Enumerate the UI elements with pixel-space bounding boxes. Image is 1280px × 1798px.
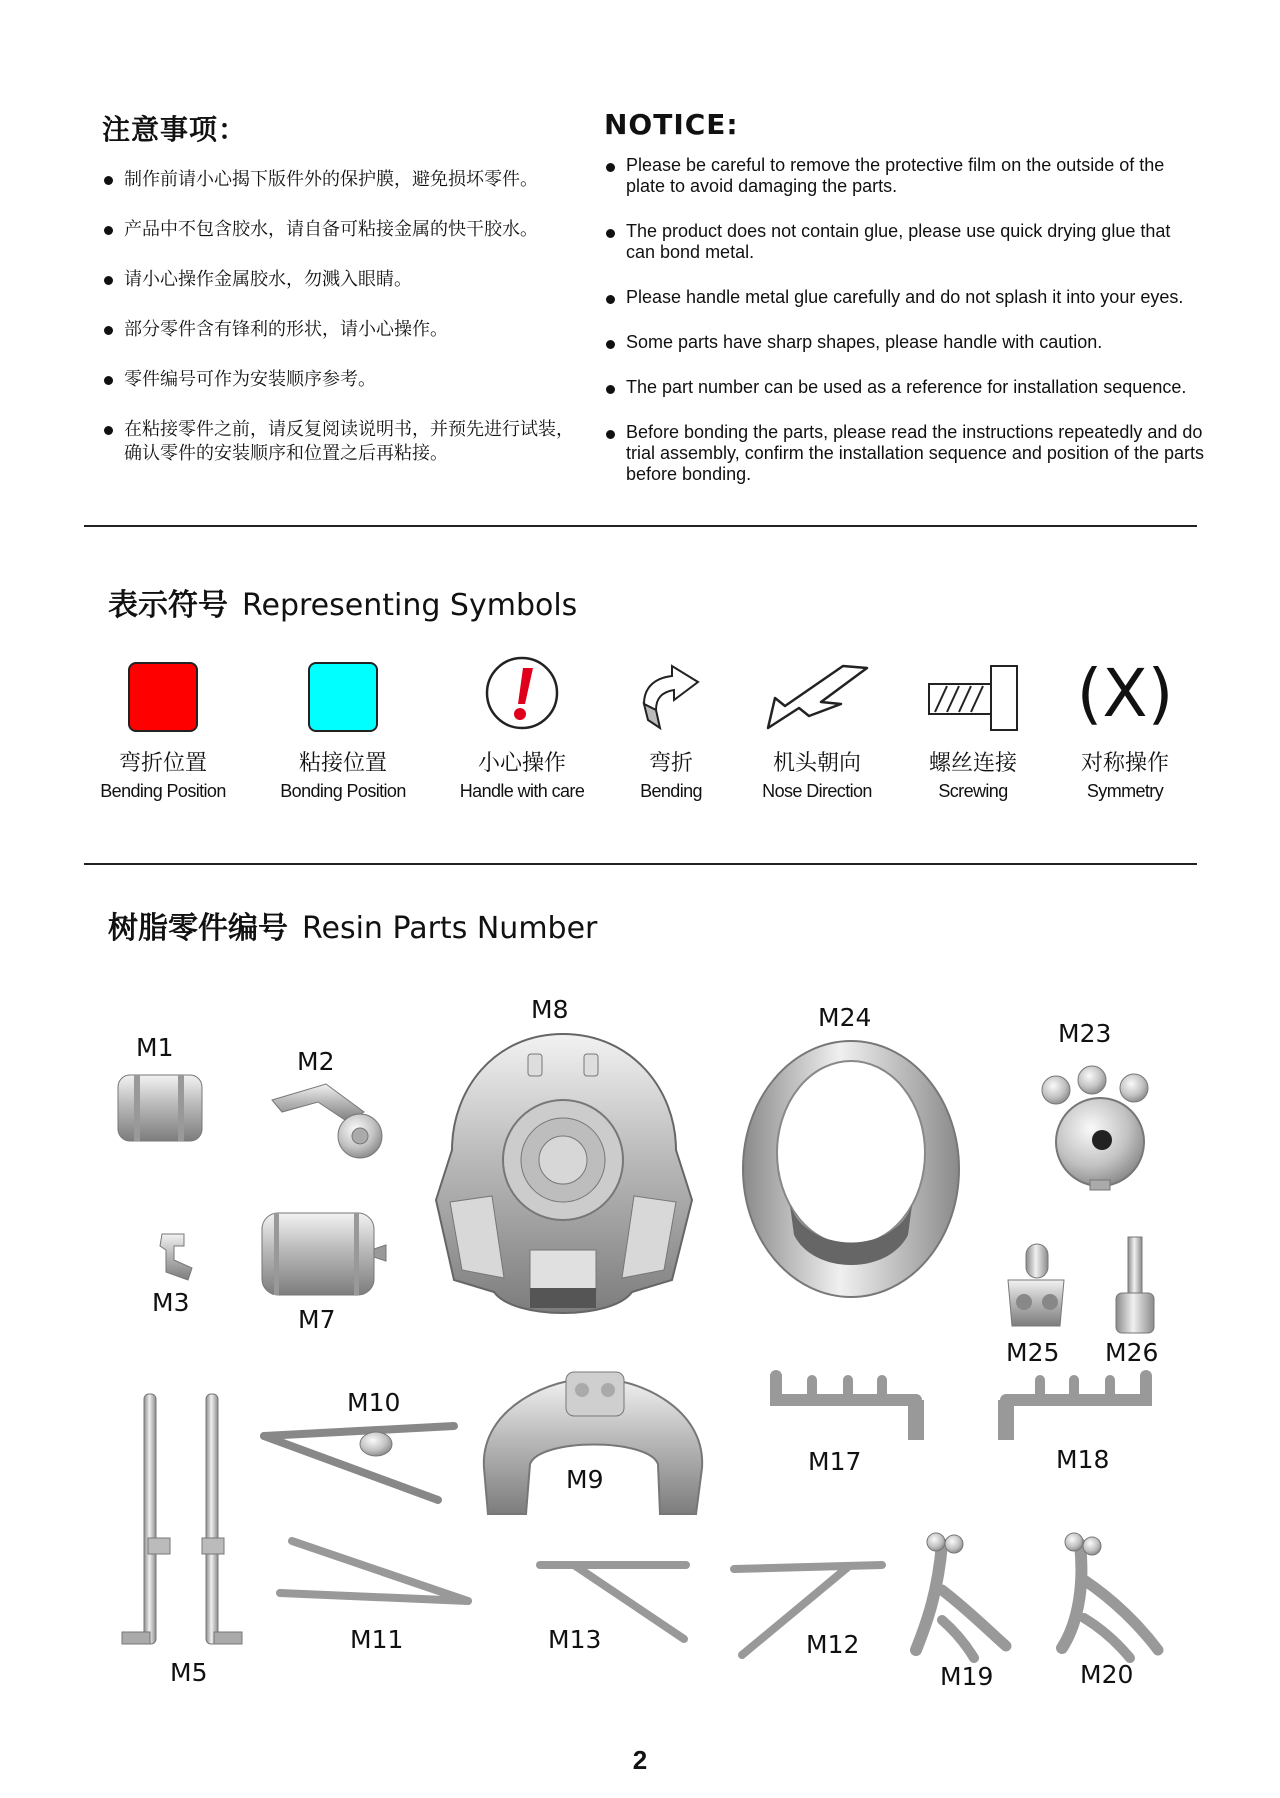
divider bbox=[84, 863, 1197, 865]
symbols-heading bbox=[108, 580, 577, 624]
symbol-label-cn: 机头朝向 bbox=[772, 751, 861, 776]
part-label-m8: M8 bbox=[531, 995, 569, 1024]
part-m11-image bbox=[272, 1535, 482, 1615]
symbol-label-en: Handle with care bbox=[459, 781, 585, 801]
parts-heading-cn: 树脂零件编号 bbox=[108, 911, 288, 946]
symbol-screwing bbox=[898, 656, 1048, 802]
part-m26-image bbox=[1112, 1233, 1158, 1341]
part-label-m26: M26 bbox=[1105, 1338, 1159, 1367]
notice-item-cn: 部分零件含有锋利的形状，请小心操作。 bbox=[102, 318, 582, 342]
part-m13-image bbox=[534, 1555, 694, 1645]
notice-item-en: Please be careful to remove the protective film on the outside of the plate to avoid damaging the parts. bbox=[604, 155, 1201, 197]
part-label-m10: M10 bbox=[347, 1388, 401, 1417]
notice-item-en: The product does not contain glue, please use quick drying glue that can bond metal. bbox=[604, 221, 1201, 263]
symbol-label-en: Nose Direction bbox=[762, 781, 872, 801]
part-label-m17: M17 bbox=[808, 1447, 862, 1476]
part-label-m25: M25 bbox=[1006, 1338, 1060, 1367]
symbol-label-cn: 小心操作 bbox=[477, 751, 566, 776]
symbol-bending bbox=[596, 656, 746, 802]
symbol-label-cn: 弯折位置 bbox=[118, 751, 207, 776]
exclamation-icon bbox=[483, 654, 561, 732]
nose-direction-arrow-icon bbox=[765, 658, 869, 732]
symbol-label-en: Bonding Position bbox=[280, 781, 406, 801]
parts-heading-en: Resin Parts Number bbox=[302, 911, 598, 946]
notice-item-cn: 制作前请小心揭下版件外的保护膜，避免损坏零件。 bbox=[102, 168, 582, 192]
part-m20-image bbox=[1050, 1530, 1168, 1665]
symbol-label-cn: 弯折 bbox=[648, 751, 693, 776]
symbols-heading-cn: 表示符号 bbox=[108, 588, 228, 623]
symbol-label-en: Bending Position bbox=[100, 781, 226, 801]
divider bbox=[84, 525, 1197, 527]
part-m9-image bbox=[470, 1368, 716, 1518]
part-label-m23: M23 bbox=[1058, 1019, 1112, 1048]
notice-title-cn: 注意事项： bbox=[102, 113, 248, 146]
notice-item-cn: 零件编号可作为安装顺序参考。 bbox=[102, 368, 582, 392]
bend-arrow-icon bbox=[634, 658, 708, 732]
part-label-m2: M2 bbox=[297, 1047, 335, 1076]
notice-item-en: Some parts have sharp shapes, please handle with caution. bbox=[604, 332, 1204, 353]
part-m10-image bbox=[258, 1410, 458, 1510]
parts-heading bbox=[108, 903, 597, 947]
part-label-m20: M20 bbox=[1080, 1660, 1134, 1689]
part-label-m9: M9 bbox=[566, 1465, 604, 1494]
part-m19-image bbox=[908, 1530, 1018, 1665]
symbol-bending-position bbox=[88, 656, 238, 802]
part-label-m7: M7 bbox=[298, 1305, 336, 1334]
symbol-label-cn: 螺丝连接 bbox=[928, 751, 1017, 776]
notice-item-en: Please handle metal glue carefully and do not splash it into your eyes. bbox=[604, 287, 1204, 308]
notice-item-en: Before bonding the parts, please read the instructions repeatedly and do trial assembly, confirm the installation sequence and position of the parts before bonding. bbox=[604, 422, 1216, 485]
part-label-m18: M18 bbox=[1056, 1445, 1110, 1474]
symbol-label-cn: 粘接位置 bbox=[298, 751, 387, 776]
symbol-label-cn: 对称操作 bbox=[1080, 751, 1169, 776]
symbol-label-en: Symmetry bbox=[1086, 781, 1164, 801]
notice-title-en: NOTICE: bbox=[604, 108, 739, 141]
notice-item-cn: 产品中不包含胶水，请自备可粘接金属的快干胶水。 bbox=[102, 218, 582, 242]
cyan-square-icon bbox=[308, 662, 378, 732]
notice-item-cn: 在粘接零件之前，请反复阅读说明书，并预先进行试装，确认零件的安装顺序和位置之后再粘接。 bbox=[102, 418, 579, 466]
notice-list-en bbox=[604, 155, 1204, 485]
part-m7-image bbox=[258, 1205, 388, 1300]
part-label-m3: M3 bbox=[152, 1288, 190, 1317]
symbol-label-en: Bending bbox=[640, 781, 702, 801]
part-label-m13: M13 bbox=[548, 1625, 602, 1654]
part-m1-image bbox=[112, 1065, 208, 1149]
part-m2-image bbox=[268, 1078, 386, 1166]
part-m25-image bbox=[1002, 1240, 1070, 1338]
symmetry-icon: (X) bbox=[1076, 655, 1174, 732]
part-m8-image bbox=[432, 1030, 694, 1330]
notice-item-en: The part number can be used as a reference for installation sequence. bbox=[604, 377, 1204, 398]
part-label-m12: M12 bbox=[806, 1630, 860, 1659]
symbol-nose-direction bbox=[742, 656, 892, 802]
part-m23-image bbox=[1032, 1060, 1164, 1192]
symbol-label-en: Screwing bbox=[938, 781, 1008, 801]
symbol-bonding-position bbox=[268, 656, 418, 802]
notice-item-cn: 请小心操作金属胶水，勿溅入眼睛。 bbox=[102, 268, 582, 292]
part-label-m11: M11 bbox=[350, 1625, 404, 1654]
screw-icon bbox=[925, 662, 1021, 732]
part-m12-image bbox=[728, 1555, 888, 1665]
part-label-m19: M19 bbox=[940, 1662, 994, 1691]
red-square-icon bbox=[128, 662, 198, 732]
part-m24-image bbox=[738, 1035, 964, 1305]
page-number: 2 bbox=[632, 1745, 648, 1775]
notice-list-cn bbox=[102, 168, 582, 466]
symbol-symmetry bbox=[1050, 656, 1200, 802]
part-m17-image bbox=[766, 1370, 946, 1450]
part-m18-image bbox=[976, 1370, 1156, 1450]
part-label-m1: M1 bbox=[136, 1033, 174, 1062]
symbols-heading-en: Representing Symbols bbox=[242, 588, 578, 623]
part-m3-image bbox=[154, 1228, 204, 1286]
part-m5-image bbox=[118, 1390, 260, 1660]
part-label-m24: M24 bbox=[818, 1003, 872, 1032]
symbol-handle-with-care bbox=[447, 656, 597, 802]
part-label-m5: M5 bbox=[170, 1658, 208, 1687]
